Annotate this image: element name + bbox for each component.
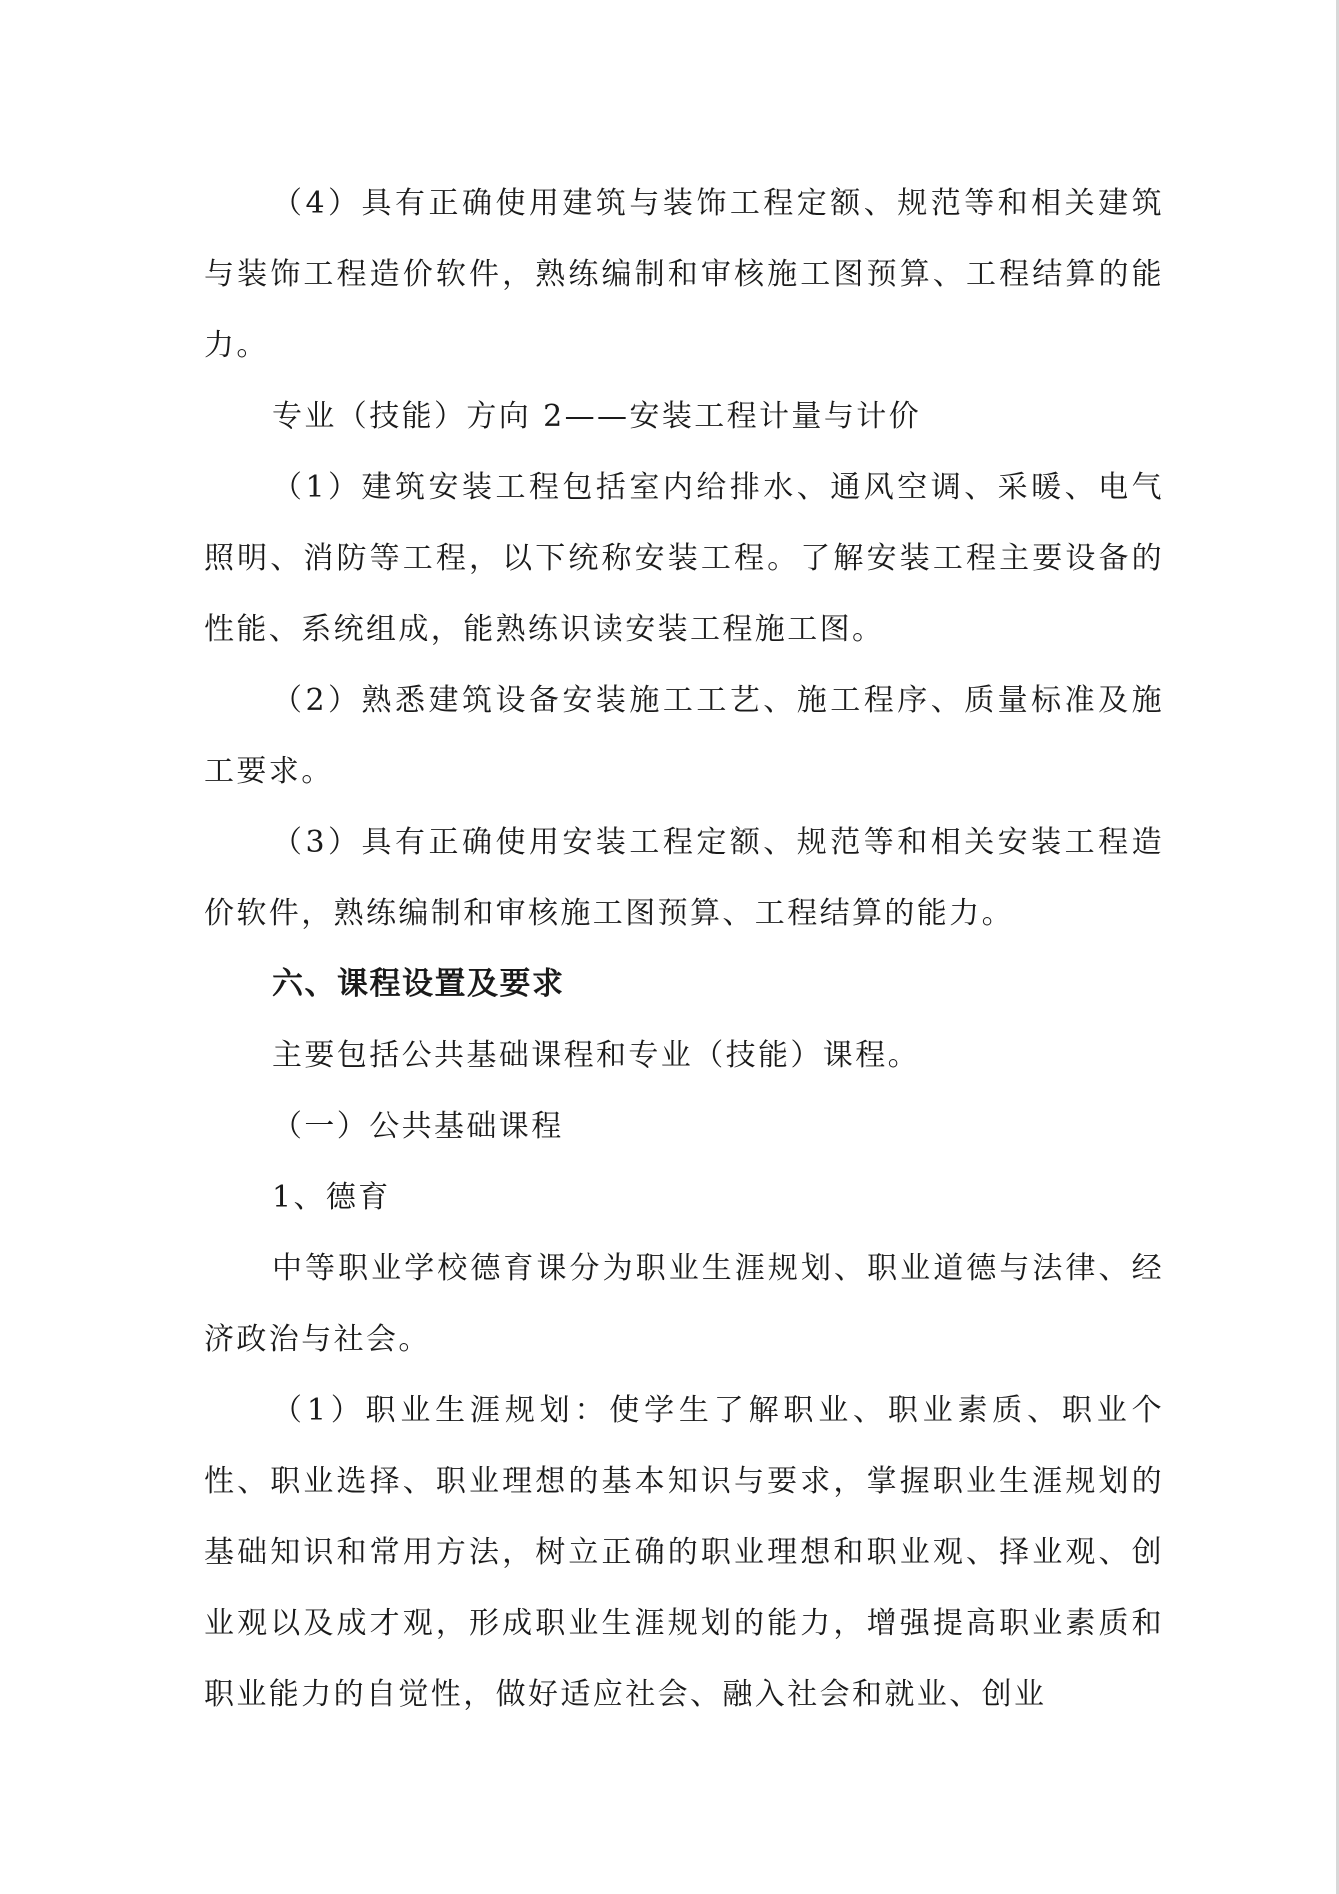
paragraph-item-3: （3）具有正确使用安装工程定额、规范等和相关安装工程造价软件，熟练编制和审核施工图预算、工程结算的能力。: [204, 825, 1164, 931]
document-body: [204, 168, 1164, 1730]
paragraph-item-2: （2）熟悉建筑设备安装施工工艺、施工程序、质量标准及施工要求。: [204, 683, 1164, 789]
paragraph-moral-overview: 中等职业学校德育课分为职业生涯规划、职业道德与法律、经济政治与社会。: [204, 1251, 1164, 1357]
section-heading: 六、课程设置及要求: [272, 966, 565, 1002]
paragraph-item-4: （4）具有正确使用建筑与装饰工程定额、规范等和相关建筑与装饰工程造价软件，熟练编制和审核施工图预算、工程结算的能力。: [204, 186, 1164, 363]
subheading-public-courses: （一）公共基础课程: [272, 1109, 564, 1144]
paragraph-intro: 主要包括公共基础课程和专业（技能）课程。: [272, 1038, 920, 1073]
subheading-moral-education: 1、德育: [272, 1180, 391, 1215]
paragraph-career-planning: （1）职业生涯规划：使学生了解职业、职业素质、职业个性、职业选择、职业理想的基本知识与要求，掌握职业生涯规划的基础知识和常用方法，树立正确的职业理想和职业观、择业观、创业观以及成才观，形成职业生涯规划的能力，增强提高职业素质和职业能力的自觉性，做好适应社会、融入社会和就业、创业: [204, 1393, 1164, 1712]
paragraph-direction-2: 专业（技能）方向 2——安装工程计量与计价: [272, 399, 922, 434]
paragraph-item-1: （1）建筑安装工程包括室内给排水、通风空调、采暖、电气照明、消防等工程，以下统称安装工程。了解安装工程主要设备的性能、系统组成，能熟练识读安装工程施工图。: [204, 470, 1164, 647]
